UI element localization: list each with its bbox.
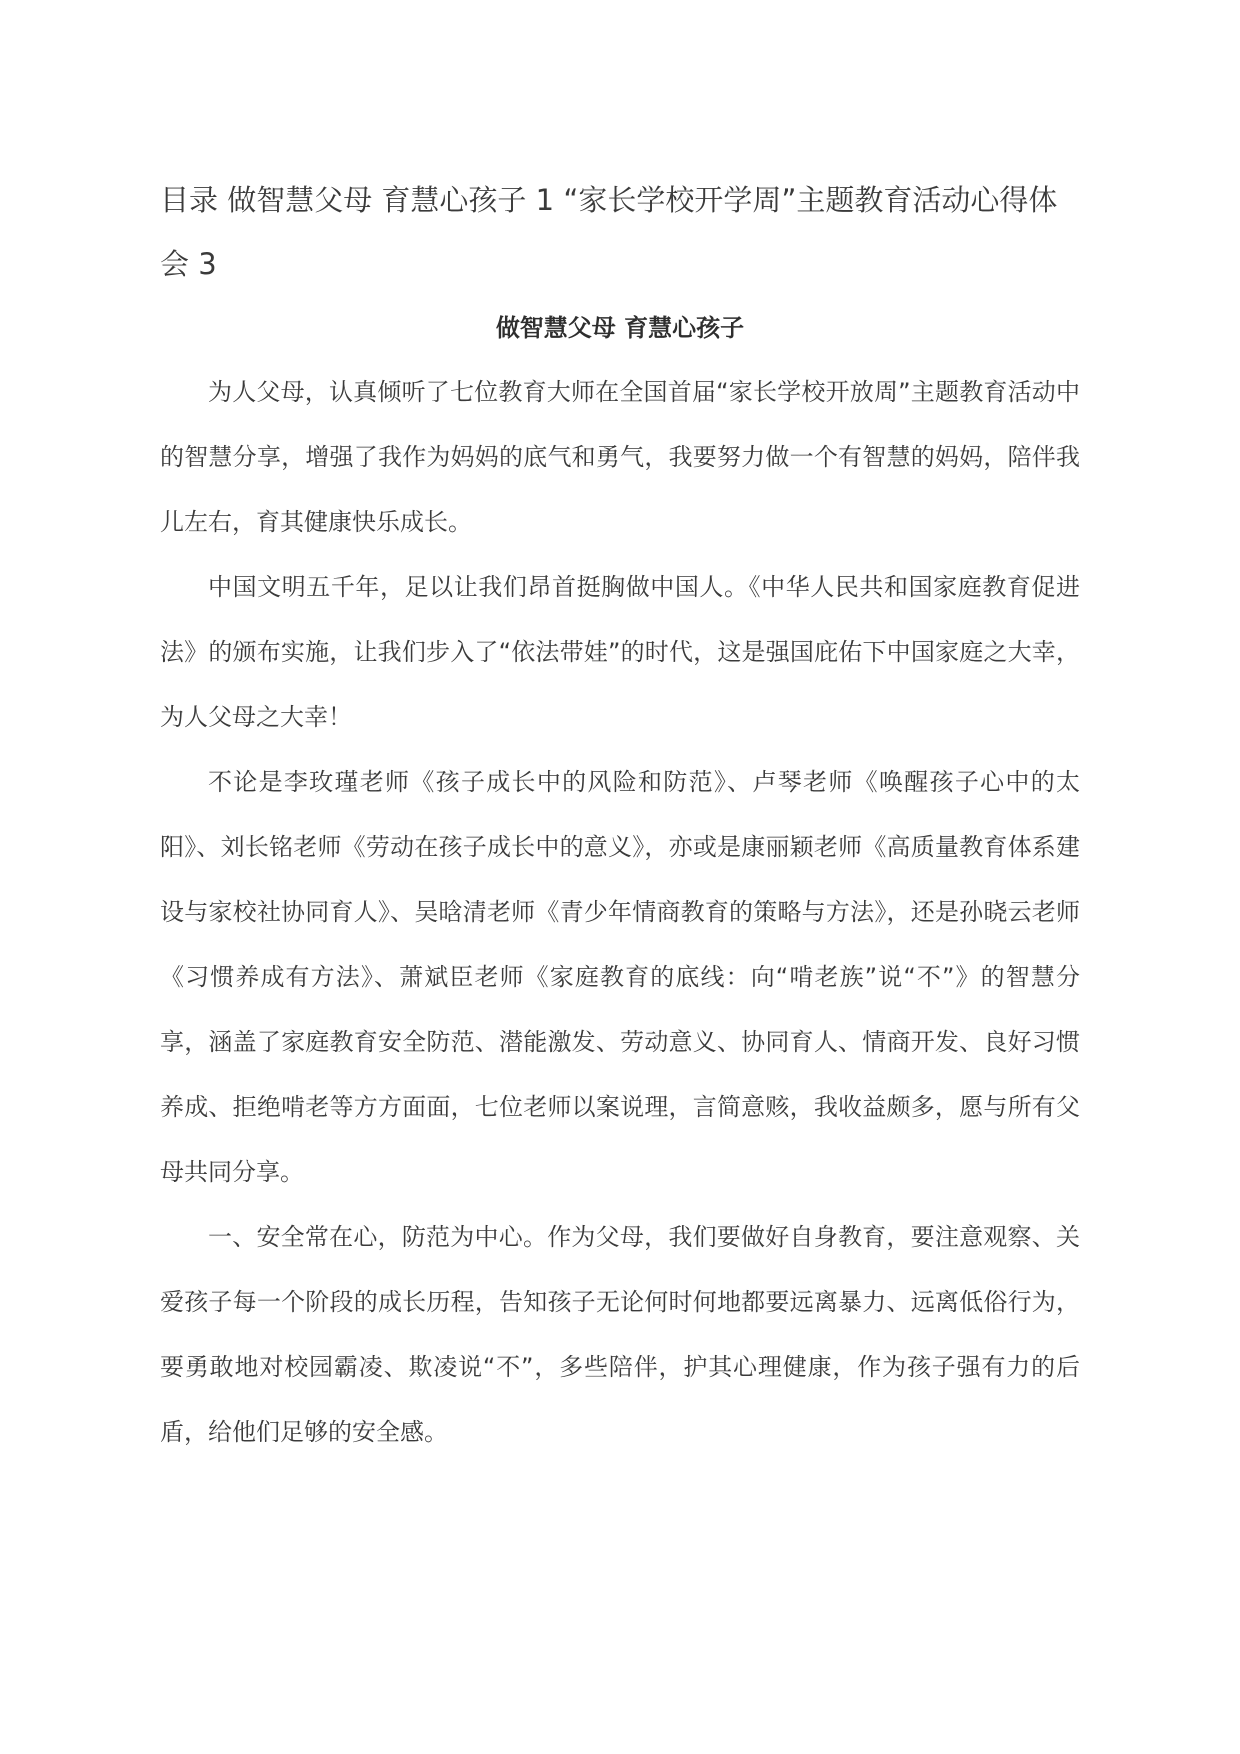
table-of-contents: 目录 做智慧父母 育慧心孩子 1 “家长学校开学周”主题教育活动心得体会 3 [160,183,1058,281]
article-title: 做智慧父母 育慧心孩子 [495,314,745,342]
paragraph-teachers: 不论是李玫瑾老师《孩子成长中的风险和防范》、卢琴老师《唤醒孩子心中的太阳》、刘长铭老师《劳动在孩子成长中的意义》，亦或是康丽颖老师《高质量教育体系建设与家校社协同育人》、吴晗清老师《青少年情商教育的策略与方法》，还是孙晓云老师《习惯养成有方法》、萧斌臣老师《家庭教育的底线：向“啃老族”说“不”》的智慧分享，涵盖了家庭教育安全防范、潜能激发、劳动意义、协同育人、情商开发、良好习惯养成、拒绝啃老等方方面面，七位老师以案说理，言简意赅，我收益颇多，愿与所有父母共同分享。 [160,768,1080,1186]
paragraph-safety: 一、安全常在心，防范为中心。作为父母，我们要做好自身教育，要注意观察、关爱孩子每一个阶段的成长历程，告知孩子无论何时何地都要远离暴力、远离低俗行为，要勇敢地对校园霸凌、欺凌说“不”，多些陪伴，护其心理健康，作为孩子强有力的后盾，给他们足够的安全感。 [160,1223,1080,1446]
paragraph-intro: 为人父母，认真倾听了七位教育大师在全国首届“家长学校开放周”主题教育活动中的智慧分享，增强了我作为妈妈的底气和勇气，我要努力做一个有智慧的妈妈，陪伴我儿左右，育其健康快乐成长。 [160,378,1080,536]
document-page [160,168,1080,1465]
paragraph-law: 中国文明五千年，足以让我们昂首挺胸做中国人。《中华人民共和国家庭教育促进法》的颁布实施，让我们步入了“依法带娃”的时代，这是强国庇佑下中国家庭之大幸，为人父母之大幸！ [160,573,1080,731]
